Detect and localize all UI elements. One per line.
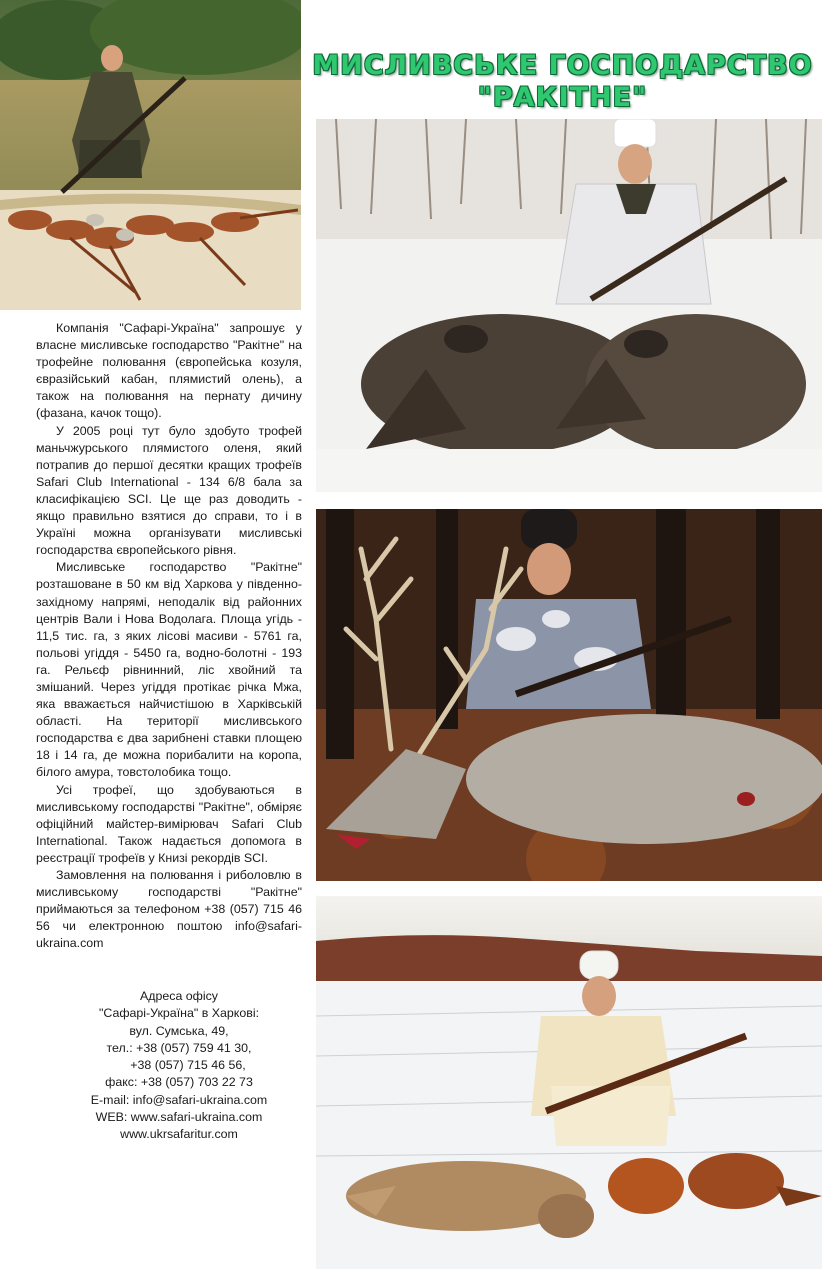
boar-hunter-photo (316, 119, 822, 492)
address-line: Адреса офісу (139, 989, 219, 1003)
article-paragraph: У 2005 році тут було здобуто трофей маньчжурського плямистого оленя, який потрапив до першої десятки кращих трофеїв Safari Club International - 134 6/8 бала за класифікацією SCI. Це ще раз доводить - якщо правильно взятися до справи, то і в Україні можна організувати мисливські господарства європейського рівня. (36, 423, 302, 558)
address-line: +38 (057) 715 46 56, (130, 1058, 246, 1073)
address-line: E-mail: info@safari-ukraina.com (90, 1092, 268, 1107)
address-line: тел.: +38 (057) 759 41 30, (106, 1040, 252, 1055)
address-line: вул. Сумська, 49, (129, 1023, 229, 1038)
wolf-fox-hunter-photo (316, 896, 822, 1269)
address-line: www.ukrsafaritur.com (120, 1127, 238, 1142)
deer-hunter-photo (316, 509, 822, 881)
article-paragraph: Усі трофеї, що здобуваються в мисливському господарстві "Ракітне", обміряє офіційний майстер-вимірювач Safari Club International. Також надається допомога в реєстрації трофеїв у Книзі рекордів SCI. (36, 782, 302, 865)
page-subtitle: "РАКІТНЕ" (477, 82, 648, 113)
address-line: WEB: www.safari-ukraina.com (95, 1110, 263, 1125)
address-line: факс: +38 (057) 703 22 73 (105, 1075, 253, 1090)
article-paragraph: Замовлення на полювання і риболовлю в мисливському господарстві "Ракітне" приймаються за телефоном +38 (057) 715 46 56 чи електронною поштою info@safari-ukraina.com (36, 868, 302, 951)
office-address (56, 988, 302, 1144)
address-line: "Сафарі-Україна" в Харкові: (98, 1006, 260, 1021)
article-body (36, 320, 302, 952)
pheasant-hunter-photo (0, 0, 301, 310)
article-paragraph: Мисливське господарство "Ракітне" розташоване в 50 км від Харкова у південно-західному напрямі, неподалік від районних центрів Вали і Нова Водолага. Площа угідь - 11,5 тис. га, з яких лісові масиви - 5761 га, польові угіддя - 5450 га, водно-болотні - 193 га. Рельєф рівнинний, ліс хвойний та змішаний. Через угіддя протікає річка Мжа, яка вважається найчистішою в Харківській області. На території мисливського господарства є два зарибнені ставки площею 18 і 14 га, де можна порибалити на коропа, білого амура, товстолобика тощо. (36, 560, 302, 780)
page-title: МИСЛИВСЬКЕ ГОСПОДАРСТВО (312, 50, 813, 81)
article-paragraph: Компанія "Сафарі-Україна" запрошує у власне мисливське господарство "Ракітне" на трофейне полювання (європейська козуля, євразійський кабан, плямистий олень), а також на полювання на пернату дичину (фазана, качок тощо). (36, 321, 302, 421)
